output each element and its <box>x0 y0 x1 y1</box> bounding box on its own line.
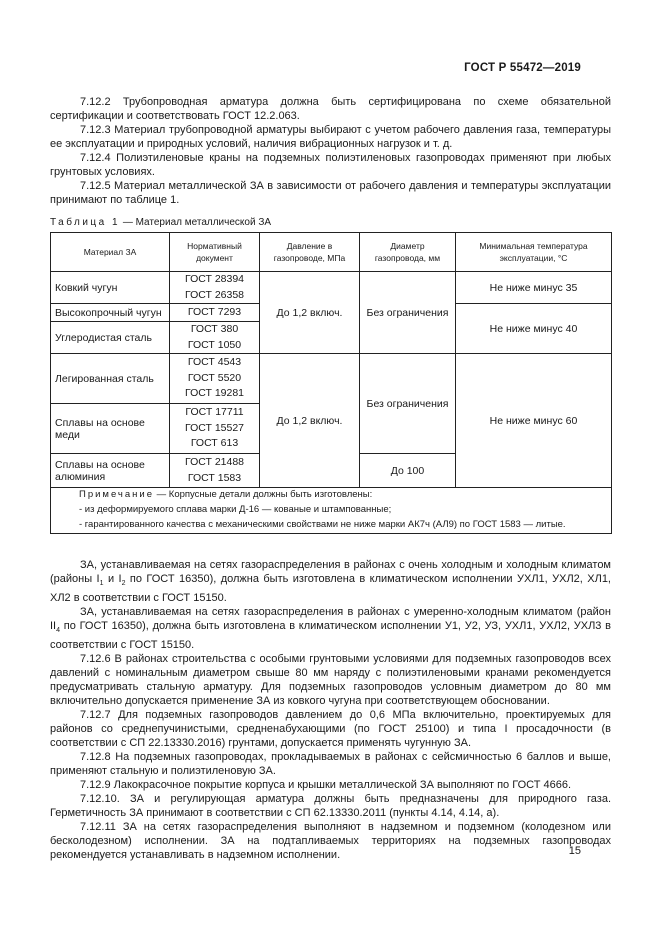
paragraph-7-12-8: 7.12.8 На подземных газопроводах, прокладываемых в районах с сейсмичностью 6 баллов и выше, применяют стальную и полиэтиленовую ЗА. <box>50 751 611 778</box>
temperature-cell: Не ниже минус 40 <box>456 304 612 354</box>
standard-cell <box>170 304 260 322</box>
standard-ref: ГОСТ 15527 <box>184 421 245 434</box>
temperature-cell: Не ниже минус 35 <box>456 272 612 304</box>
note-label: Примечание <box>79 489 154 500</box>
paragraph-7-12-10: 7.12.10. ЗА и регулирующая арматура должны быть предназначены для природного газа. Герметичность ЗА принимают в соответствии с СП 62.13330.2011 (пункты 4.14, 4.14, а). <box>50 793 611 820</box>
standard-ref: ГОСТ 5520 <box>187 371 242 384</box>
body-paragraphs <box>50 558 611 862</box>
note-item: - гарантированного качества с механическими свойствами не ниже марки АК7ч (АЛ9) по ГОСТ 1583 — литые. <box>79 519 566 530</box>
col-header-material: Материал ЗА <box>51 233 170 272</box>
diameter-cell: Без ограничения <box>360 354 456 454</box>
standard-cell <box>170 404 260 454</box>
paragraph-climate-moderate <box>50 605 611 652</box>
table-row <box>51 272 612 304</box>
material-cell: Сплавы на основе меди <box>51 404 170 454</box>
subscript: 1 <box>99 580 104 588</box>
paragraph-7-12-6: 7.12.6 В районах строительства с особыми грунтовыми условиями для подземных газопроводов всех давлений с номинальным диаметром свыше 80 мм наряду с полиэтиленовыми кранами рекомендуется предусматривать стальную арматуру. Для подземных газопроводов условным диаметром до 80 мм включительно допускается применение ЗА из ковкого чугуна при соответствующем обосновании. <box>50 653 611 708</box>
diameter-cell: До 100 <box>360 454 456 488</box>
table-note <box>51 488 612 534</box>
material-cell: Углеродистая сталь <box>51 322 170 354</box>
col-header-temperature: Минимальная температура эксплуатации, °С <box>456 233 612 272</box>
col-header-pressure: Давление в газопроводе, МПа <box>260 233 360 272</box>
paragraph-climate-cold <box>50 558 611 605</box>
standard-ref: ГОСТ 28394 <box>184 273 245 285</box>
standard-ref: ГОСТ 21488 <box>184 456 245 468</box>
temperature-cell: Не ниже минус 60 <box>456 354 612 488</box>
paragraph-7-12-3: 7.12.3 Материал трубопроводной арматуры выбирают с учетом рабочего давления газа, температуры ее эксплуатации и природных условий, наличия вибрационных нагрузок и т. д. <box>50 124 611 150</box>
standard-ref: ГОСТ 4543 <box>187 356 242 369</box>
text-run: по ГОСТ 16350), должна быть изготовлена в климатическом исполнении УХЛ1, УХЛ2, ХЛ1, ХЛ2 в соответствии с ГОСТ 15150. <box>50 573 611 605</box>
standard-ref: ГОСТ 17711 <box>185 406 244 419</box>
standard-ref: ГОСТ 26358 <box>184 288 245 301</box>
text-run: и I <box>103 573 122 585</box>
material-cell: Сплавы на основе алюминия <box>51 454 170 488</box>
standard-ref: ГОСТ 19281 <box>184 387 245 400</box>
paragraph-7-12-2: 7.12.2 Трубопроводная арматура должна быть сертифицирована по схеме обязательной сертификации и соответствовать ГОСТ 12.2.063. <box>50 96 611 122</box>
pressure-cell: До 1,2 включ. <box>260 354 360 488</box>
materials-table <box>50 232 612 534</box>
col-header-standard: Нормативный документ <box>170 233 260 272</box>
subscript: 4 <box>56 627 61 635</box>
pressure-cell: До 1,2 включ. <box>260 272 360 354</box>
table-note-row <box>51 488 612 534</box>
table-caption <box>50 217 271 228</box>
material-cell: Ковкий чугун <box>51 272 170 304</box>
standard-cell <box>170 272 260 304</box>
table-row <box>51 354 612 404</box>
diameter-cell: Без ограничения <box>360 272 456 354</box>
material-cell: Высокопрочный чугун <box>51 304 170 322</box>
page-number: 15 <box>568 845 581 857</box>
table-caption-title: — Материал металлической ЗА <box>120 217 272 228</box>
standard-cell <box>170 322 260 354</box>
text-run: по ГОСТ 16350), должна быть изготовлена в климатическом исполнении У1, У2, УЗ, УХЛ1, УХЛ2, УХЛ3 в соответствии с ГОСТ 15150. <box>50 620 611 652</box>
text-run: ЗА, устанавливаемая на сетях газораспределения в районах с очень холодным и холодным климатом (районы I <box>50 559 611 585</box>
material-cell: Легированная сталь <box>51 354 170 404</box>
paragraph-7-12-11: 7.12.11 ЗА на сетях газораспределения выполняют в надземном и подземном (колодезном или бесколодезном) исполнении. ЗА на подтапливаемых территориях на подземных газопроводах рекомендуется устанавливать в надземном исполнении. <box>50 821 611 862</box>
paragraph-7-12-4: 7.12.4 Полиэтиленовые краны на подземных полиэтиленовых газопроводах применяют при любых грунтовых условиях. <box>50 152 611 178</box>
intro-paragraphs <box>50 95 611 207</box>
subscript: 2 <box>121 580 126 588</box>
standard-cell <box>170 454 260 488</box>
paragraph-7-12-5: 7.12.5 Материал металлической ЗА в зависимости от рабочего давления и температуры эксплуатации принимают по таблице 1. <box>50 180 611 206</box>
standard-ref: ГОСТ 7293 <box>187 305 242 318</box>
note-intro <box>55 488 607 501</box>
table-caption-label: Таблица 1 <box>50 217 121 228</box>
standard-ref: ГОСТ 613 <box>190 437 239 450</box>
note-intro-text: — Корпусные детали должны быть изготовлены: <box>154 489 373 500</box>
col-header-diameter: Диаметр газопровода, мм <box>360 233 456 272</box>
paragraph-7-12-9: 7.12.9 Лакокрасочное покрытие корпуса и крышки металлической ЗА выполняют по ГОСТ 4666. <box>80 779 572 792</box>
standard-ref: ГОСТ 1583 <box>187 471 242 484</box>
table-header-row <box>51 233 612 272</box>
standard-ref: ГОСТ 1050 <box>187 338 242 351</box>
document-code: ГОСТ Р 55472—2019 <box>464 62 581 74</box>
standard-cell <box>170 354 260 404</box>
standard-ref: ГОСТ 380 <box>190 323 239 335</box>
note-item: - из деформируемого сплава марки Д-16 — кованые и штампованные; <box>79 504 392 515</box>
text-run: ЗА, устанавливаемая на сетях газораспределения в районах с умеренно-холодным климатом (район II <box>50 606 611 633</box>
paragraph-7-12-7: 7.12.7 Для подземных газопроводов давлением до 0,6 МПа включительно, проектируемых для районов со среднепучинистыми, средненабухающими (по ГОСТ 25100) и типа I просадочности (в соответствии с СП 22.13330.2016) грунтами, допускается применять чугунную ЗА. <box>50 709 611 750</box>
